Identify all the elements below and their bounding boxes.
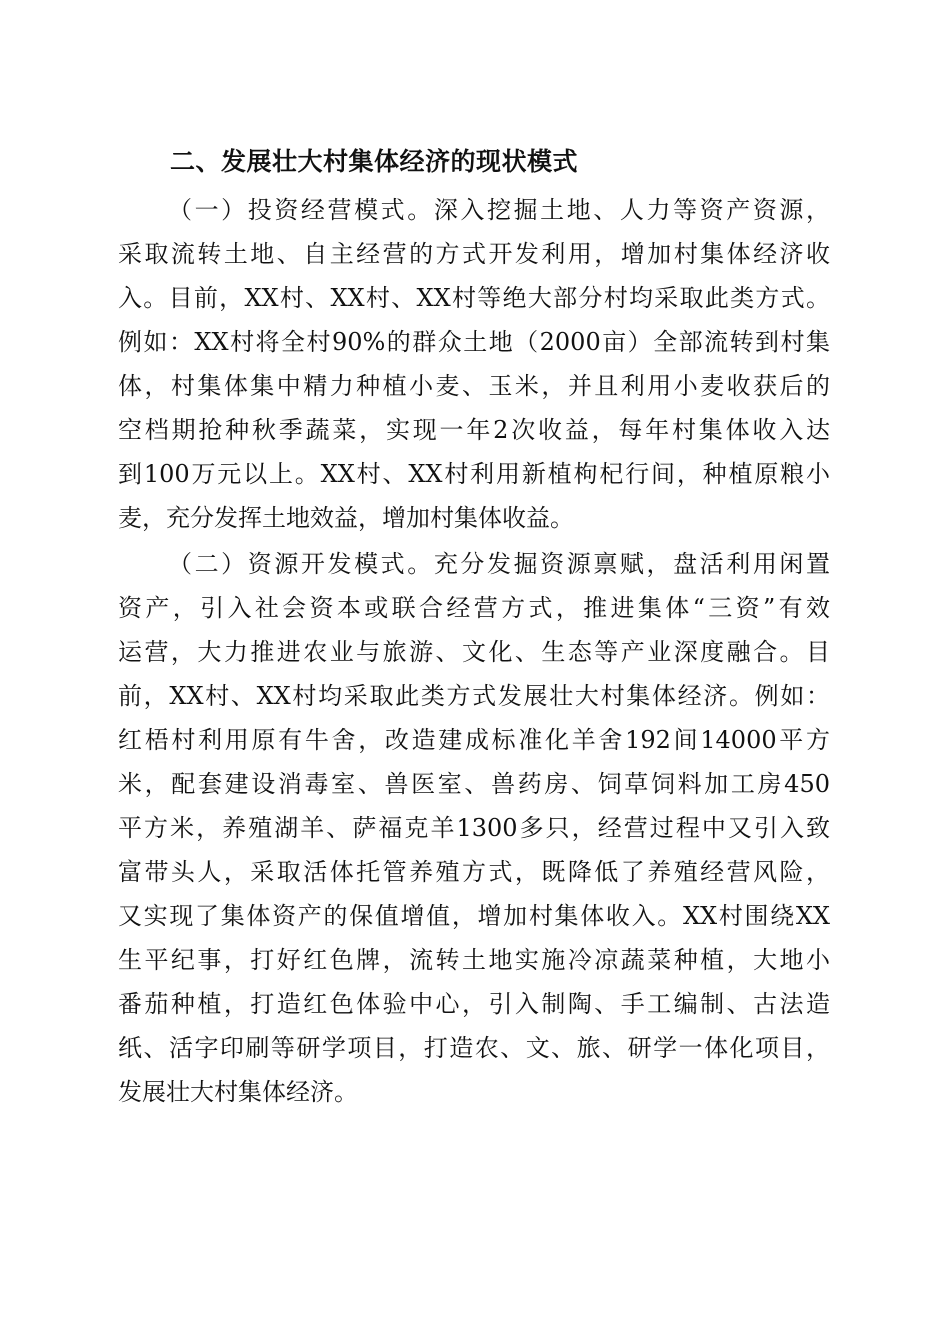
- paragraph-line: 生平纪事，打好红色牌，流转土地实施冷凉蔬菜种植，大地小: [118, 946, 830, 974]
- paragraph-line: 运营，大力推进农业与旅游、文化、生态等产业深度融合。目: [118, 638, 830, 666]
- paragraph-line: 麦，充分发挥土地效益，增加村集体收益。: [118, 504, 574, 532]
- paragraph-line: 前，XX村、XX村均采取此类方式发展壮大村集体经济。例如：: [118, 682, 830, 710]
- paragraph-line: 番茄种植，打造红色体验中心，引入制陶、手工编制、古法造: [118, 990, 830, 1018]
- paragraph-line: 空档期抢种秋季蔬菜，实现一年2次收益，每年村集体收入达: [118, 416, 830, 444]
- paragraph-line: 资产，引入社会资本或联合经营方式，推进集体“三资”有效: [118, 594, 830, 622]
- paragraph-line: 入。目前，XX村、XX村、XX村等绝大部分村均采取此类方式。: [118, 284, 830, 312]
- paragraph-line: 体，村集体集中精力种植小麦、玉米，并且利用小麦收获后的: [118, 372, 830, 400]
- paragraph-line: 又实现了集体资产的保值增值，增加村集体收入。XX村围绕XX: [118, 902, 830, 930]
- paragraph-line: 纸、活字印刷等研学项目，打造农、文、旅、研学一体化项目，: [118, 1034, 830, 1062]
- paragraph-line: （一）投资经营模式。深入挖掘土地、人力等资产资源，: [168, 196, 830, 224]
- paragraph-line: 米，配套建设消毒室、兽医室、兽药房、饲草饲料加工房450: [118, 770, 830, 798]
- paragraph-line: 红梧村利用原有牛舍，改造建成标准化羊舍192间14000平方: [118, 726, 830, 754]
- paragraph-line: 平方米，养殖湖羊、萨福克羊1300多只，经营过程中又引入致: [118, 814, 830, 842]
- paragraph-line: （二）资源开发模式。充分发掘资源禀赋，盘活利用闲置: [168, 550, 830, 578]
- paragraph-line: 例如：XX村将全村90%的群众土地（2000亩）全部流转到村集: [118, 328, 830, 356]
- paragraph-line: 采取流转土地、自主经营的方式开发利用，增加村集体经济收: [118, 240, 830, 268]
- paragraph-line: 到100万元以上。XX村、XX村利用新植枸杞行间，种植原粮小: [118, 460, 830, 488]
- paragraph-line: 富带头人，采取活体托管养殖方式，既降低了养殖经营风险，: [118, 858, 830, 886]
- section-heading: 二、发展壮大村集体经济的现状模式: [170, 147, 579, 176]
- paragraph-line: 发展壮大村集体经济。: [118, 1078, 358, 1106]
